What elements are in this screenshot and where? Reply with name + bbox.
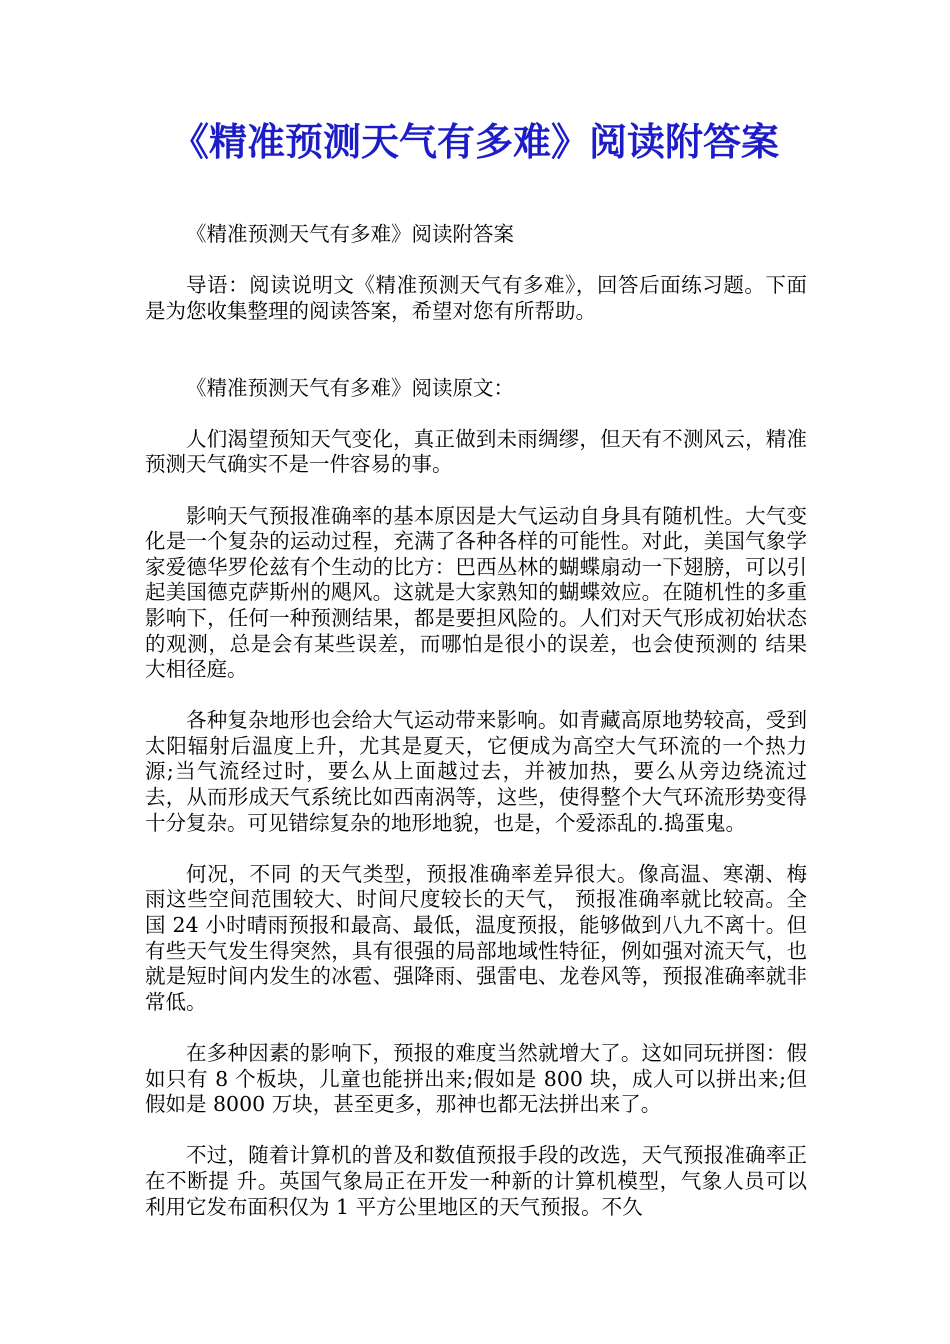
body-paragraph: 各种复杂地形也会给大气运动带来影响。如青藏高原地势较高，受到太阳辐射后温度上升，尤其是夏天，它便成为高空大气环流的一个热力源;当气流经过时，要么从上面越过去，并被加热，要么从旁边绕流过去，从而形成天气系统比如西南涡等，这些，使得整个大气环流形势变得十分复杂。可见错综复杂的地形地貌，也是，个爱添乱的.捣蛋鬼。 — [145, 708, 807, 835]
body-paragraph: 影响天气预报准确率的基本原因是大气运动自身具有随机性。大气变化是一个复杂的运动过程，充满了各种各样的可能性。对此，美国气象学家爱德华罗伦兹有个生动的比方：巴西丛林的蝴蝶扇动一下翅膀，可以引起美国德克萨斯州的飓风。这就是大家熟知的蝴蝶效应。在随机性的多重影响下，任何一种预测结果，都是要担风险的。人们对天气形成初始状态的观测，总是会有某些误差，而哪怕是很小的误差，也会使预测的 结果大相径庭。 — [145, 503, 807, 682]
paragraph-spacer — [145, 401, 807, 427]
intro-paragraph: 导语：阅读说明文《精准预测天气有多难》，回答后面练习题。下面是为您收集整理的阅读答案，希望对您有所帮助。 — [145, 273, 807, 323]
subtitle-paragraph: 《精准预测天气有多难》阅读附答案 — [186, 222, 514, 246]
paragraph-spacer — [145, 248, 807, 274]
section-heading-paragraph: 《精准预测天气有多难》阅读原文： — [186, 375, 514, 400]
body-paragraph: 在多种因素的影响下，预报的难度当然就增大了。这如同玩拼图：假如只有 8 个板块，儿童也能拼出来;假如是 800 块，成人可以拼出来;但假如是 8000 万块，甚至更多，那神也都无法拼出来了。 — [145, 1041, 807, 1117]
body-paragraph: 不过，随着计算机的普及和数值预报手段的改选，天气预报准确率正在不断提 升。英国气象局正在开发一种新的计算机模型，气象人员可以利用它发布面积仅为 1 平方公里地区的天气预报。不久 — [145, 1143, 807, 1219]
paragraph-spacer — [145, 478, 807, 504]
document-title: 《精准预测天气有多难》阅读附答案 — [170, 120, 779, 164]
body-paragraph: 人们渴望预知天气变化，真正做到未雨绸缪，但天有不测风云，精准预测天气确实不是一件容易的事。 — [145, 426, 807, 477]
paragraph-spacer — [145, 836, 807, 862]
paragraph-spacer — [145, 324, 807, 375]
paragraph-spacer — [145, 683, 807, 709]
document-body — [145, 222, 807, 1220]
body-paragraph: 何况，不同 的天气类型，预报准确率差异很大。像高温、寒潮、梅雨这些空间范围较大、时间尺度较长的天气， 预报准确率就比较高。全国 24 小时晴雨预报和最高、最低，温度预报，能够做到八九不离十。但有些天气发生得突然，具有很强的局部地域性特征，例如强对流天气，也就是短时间内发生的冰雹、强降雨、强雷电、龙卷风等，预报准确率就非常低。 — [145, 861, 807, 1014]
paragraph-spacer — [145, 1118, 807, 1144]
paragraph-spacer — [145, 1015, 807, 1041]
